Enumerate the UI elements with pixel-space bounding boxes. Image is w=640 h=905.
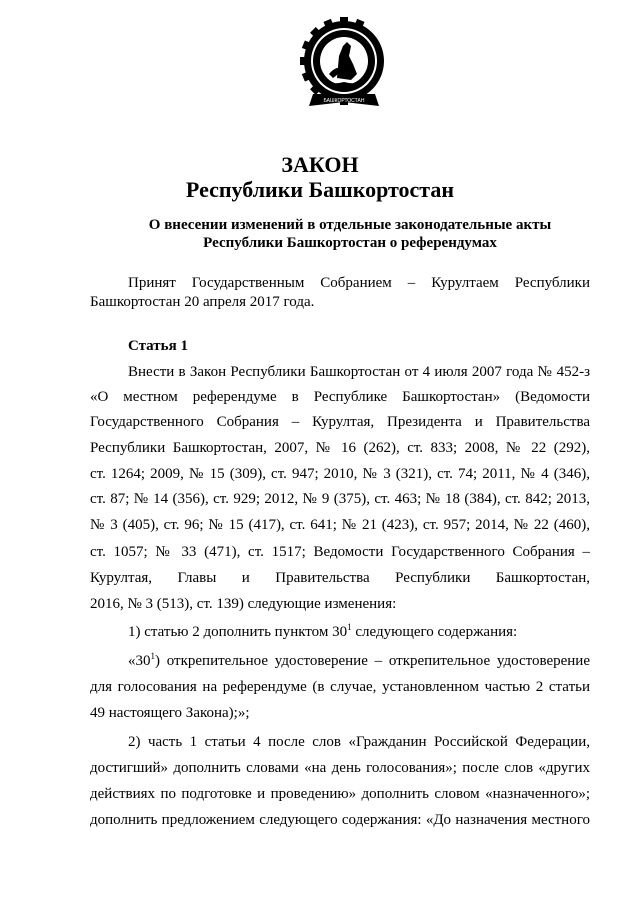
adoption-line-2: Башкортостан 20 апреля 2017 года. <box>90 294 315 310</box>
article-line: Внести в Закон Республики Башкортостан от 4 июля 2007 года № 452-з <box>128 364 590 380</box>
article-line: № 3 (405), ст. 96; № 15 (417), ст. 641; № 21 (423), ст. 957; 2014, № 22 (460), <box>90 517 590 533</box>
item-2-line: действиях по подготовке и проведению» дополнить словом «назначенного»; <box>90 786 590 802</box>
quote-superscript: 1 <box>150 651 155 661</box>
coat-of-arms-emblem <box>299 16 389 116</box>
article-line: «О местном референдуме в Республике Башкортостан» (Ведомости <box>90 389 590 405</box>
adoption-line-1: Принят Государственным Собранием – Курултаем Республики <box>128 275 590 291</box>
emblem-ribbon-text: БАШКОРТОСТАН <box>323 98 365 104</box>
item-1 <box>128 623 590 641</box>
article-line: ст. 1264; 2009, № 15 (309), ст. 947; 2010, № 3 (321), ст. 74; 2011, № 4 (346), <box>90 466 590 482</box>
quote-line-2: для голосования на референдуме (в случае, установленном частью 2 статьи <box>90 679 590 695</box>
item-1-superscript: 1 <box>347 622 352 632</box>
article-line: Республики Башкортостан, 2007, № 16 (262), ст. 833; 2008, № 22 (292), <box>90 440 590 456</box>
article-line: Государственного Собрания – Курултая, Президента и Правительства <box>90 414 590 430</box>
emblem-gear-tooth <box>340 17 348 25</box>
article-line: ст. 1057; № 33 (471), ст. 1517; Ведомости Государственного Собрания – <box>90 544 590 560</box>
item-2-line: 2) часть 1 статьи 4 после слов «Гражданин Российской Федерации, <box>128 734 590 750</box>
document-title-line-2: Республики Башкортостан о референдумах <box>203 235 497 251</box>
quote-text: «30 <box>128 653 151 669</box>
emblem-gear-tooth <box>300 57 308 65</box>
article-heading: Статья 1 <box>128 338 188 354</box>
item-2-line: дополнить предложением следующего содержания: «До назначения местного <box>90 812 590 828</box>
item-2-line: достигший» дополнить словами «на день голосования»; после слов «других <box>90 760 590 776</box>
item-1-text-end: следующего содержания: <box>351 624 518 640</box>
document-title-line-1: О внесении изменений в отдельные законодательные акты <box>148 217 552 233</box>
page-title: ЗАКОН <box>281 152 359 177</box>
article-line: 2016, № 3 (513), ст. 139) следующие изменения: <box>90 596 397 612</box>
article-line: Курултая, Главы и Правительства Республики Башкортостан, <box>90 570 590 586</box>
page-subtitle: Республики Башкортостан <box>185 177 455 202</box>
article-line: ст. 87; № 14 (356), ст. 929; 2012, № 9 (375), ст. 463; № 18 (384), ст. 842; 2013, <box>90 491 590 507</box>
quote-line-3: 49 настоящего Закона);»; <box>90 705 250 721</box>
quote-text-end: ) открепительное удостоверение – открепительное удостоверение <box>155 653 590 669</box>
quote-line-1 <box>128 652 590 670</box>
item-1-text: 1) статью 2 дополнить пунктом 30 <box>128 624 348 640</box>
